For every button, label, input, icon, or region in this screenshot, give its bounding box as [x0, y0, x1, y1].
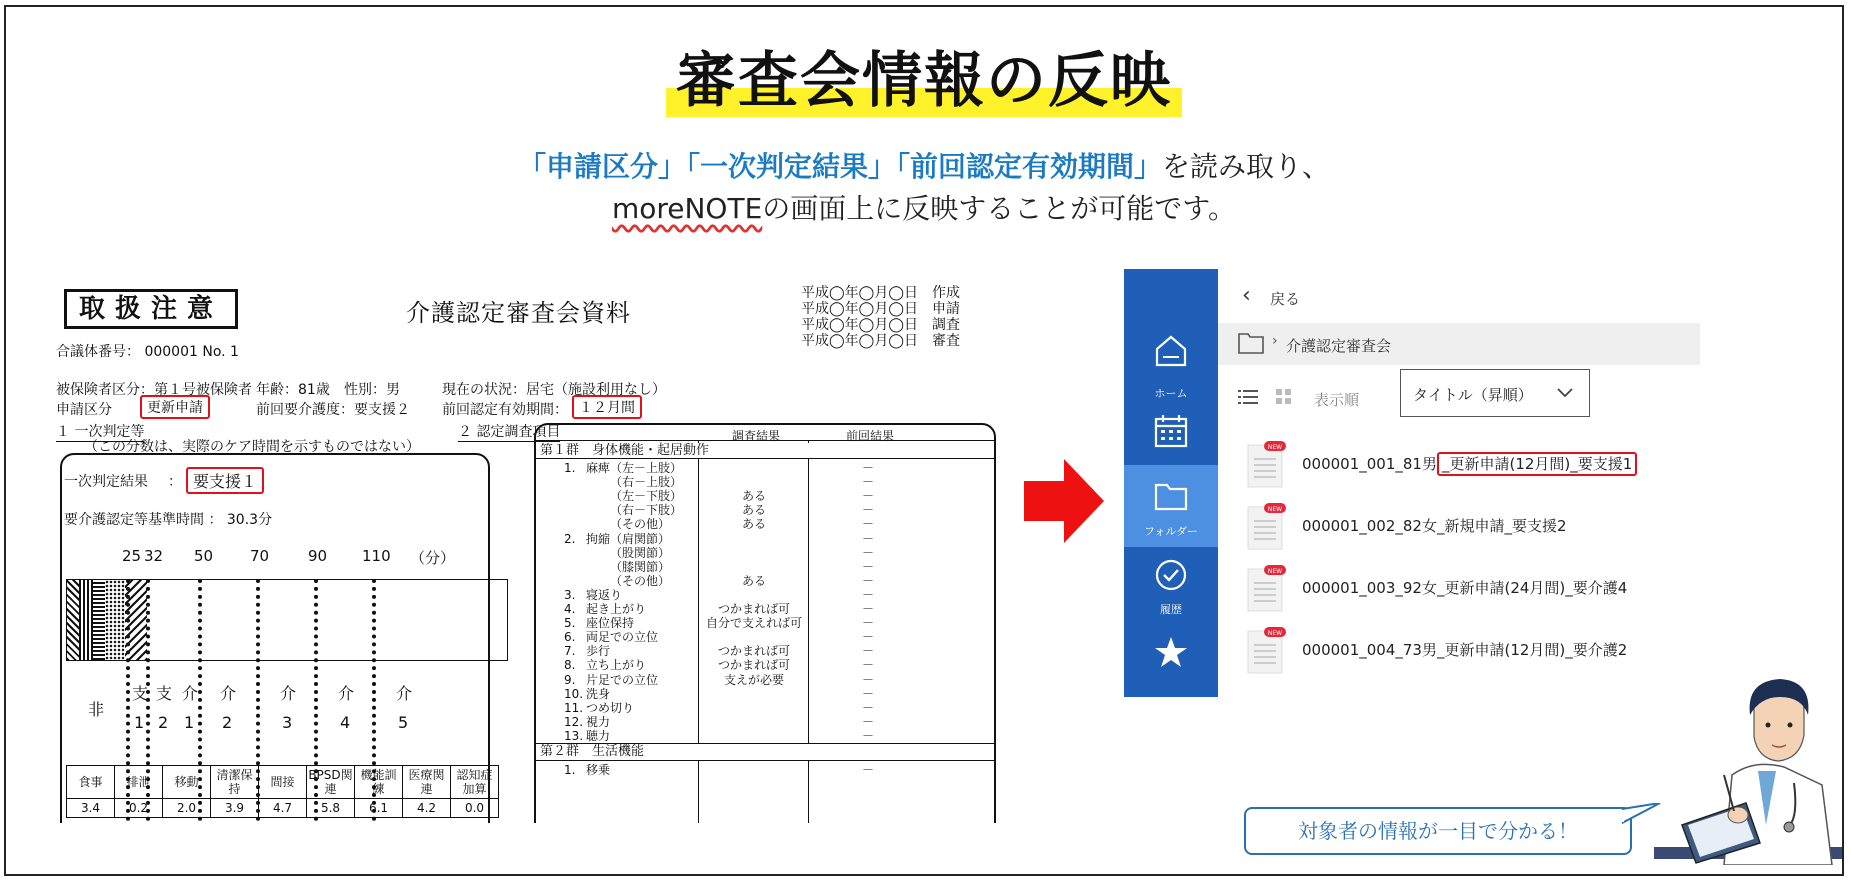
survey-row [536, 503, 994, 518]
scale-tick: 90 [308, 547, 328, 565]
new-badge: NEW [1267, 444, 1283, 451]
section-1-note: （この分数は、実際のケア時間を示すものではない） [84, 439, 420, 455]
survey-row-result: つかまれば可 [718, 658, 791, 673]
survey-row [536, 701, 994, 716]
subtitle-brand: moreNOTE [611, 192, 763, 225]
document-icon [1246, 627, 1286, 675]
scale-unit: （分） [410, 549, 456, 567]
breadcrumb-folder[interactable]: 介護認定審査会 [1286, 337, 1392, 355]
date-line: 平成◯年◯月◯日 作成 [801, 285, 961, 301]
table-header-cell: 清潔保持 [211, 766, 259, 799]
survey-row-item: （左－下肢） [610, 489, 683, 504]
survey-row-no: 12. [564, 714, 584, 729]
level-label: 非 [88, 700, 105, 719]
age: 年齢：81歳 [256, 382, 330, 398]
level-number: 5 [398, 713, 409, 732]
survey-row [536, 715, 994, 730]
survey-row-prev: － [862, 644, 875, 659]
scale-tick: 110 [362, 547, 391, 565]
survey-row-no: 1. [564, 461, 576, 475]
list-view-icon[interactable] [1238, 389, 1258, 405]
standard-time: 要介護認定等基準時間 ： 30.3分 [64, 512, 273, 528]
level-number: 2 [222, 713, 233, 732]
nav-folder[interactable] [1124, 465, 1218, 547]
survey-row-prev: － [862, 531, 875, 546]
table-header-cell: 排泄 [115, 766, 163, 799]
level-label: 介 [396, 684, 413, 703]
survey-row [536, 616, 994, 631]
home-icon [1153, 333, 1189, 369]
new-badge: NEW [1267, 568, 1283, 575]
table-cell: 3.9 [211, 799, 259, 818]
survey-col-previous: 前回結果 [846, 429, 895, 443]
bar-segment [67, 580, 79, 660]
file-name-highlight: _更新申請(12月間)_要支援1 [1437, 452, 1637, 476]
slide-title: 審査会情報の反映 [666, 45, 1182, 117]
section-2-title: ２ 認定調査項目 [458, 421, 560, 442]
survey-row-prev: － [862, 700, 875, 715]
sort-select[interactable] [1400, 369, 1590, 417]
subtitle-rest-1: を読み取り、 [1162, 150, 1331, 183]
chevron-down-icon [1557, 388, 1573, 398]
table-cell: 2.0 [163, 799, 211, 818]
app-screen [1124, 269, 1700, 697]
chevron-left-icon[interactable]: ‹ [1242, 283, 1251, 308]
survey-row [536, 658, 994, 673]
nav-history-label: 履歴 [1160, 603, 1182, 616]
table-header-row [67, 766, 499, 799]
table-header-cell: 間接 [259, 766, 307, 799]
nav-favorites[interactable] [1124, 631, 1218, 697]
survey-row [536, 532, 994, 547]
table-header-cell: 食事 [67, 766, 115, 799]
survey-row-item: つめ切り [586, 700, 635, 715]
subtitle-highlight: 「申請区分」「一次判定結果」「前回認定有効期間」 [517, 150, 1162, 183]
survey-row-no: 2. [564, 531, 576, 546]
survey-row-item: （膝関節） [610, 559, 671, 574]
sex: 性別：男 [344, 382, 400, 398]
subtitle-line-1 [6, 149, 1842, 185]
file-name: 000001_002_82女_新規申請_要支援2 [1302, 517, 1567, 535]
first-judgment-colon: ： [168, 474, 182, 490]
doctor-illustration-icon [1654, 675, 1844, 865]
sort-label: 表示順 [1314, 391, 1360, 409]
bar-segment [93, 580, 105, 660]
table-cell: 5.8 [307, 799, 355, 818]
file-name: 000001_004_73男_更新申請(12月間)_要介護2 [1302, 641, 1628, 659]
previous-period-value: １２月間 [572, 395, 642, 419]
folder-outline-icon [1238, 331, 1264, 355]
survey-row-prev: － [862, 672, 875, 687]
survey-row-result: ある [742, 573, 767, 588]
level-label: 介 [220, 684, 237, 703]
level-label: 介 [182, 684, 199, 703]
new-badge: NEW [1267, 506, 1283, 513]
sort-select-value: タイトル（昇順） [1413, 386, 1533, 404]
survey-row [536, 560, 994, 575]
level-number: 3 [282, 713, 293, 732]
survey-row-result: ある [742, 503, 767, 518]
survey-row-item: 起き上がり [586, 602, 647, 616]
table-header-cell: 移動 [163, 766, 211, 799]
survey-row-item: 立ち上がり [586, 658, 647, 673]
table-row [67, 799, 499, 818]
table-cell: 4.2 [403, 799, 451, 818]
survey-group-1: 第１群 身体機能・起居動作 [536, 443, 994, 459]
document-icon [1246, 441, 1286, 489]
survey-row-result: ある [742, 489, 767, 504]
scale-tick: 25 [122, 547, 142, 565]
survey-row-result: つかまれば可 [718, 602, 791, 616]
date-line: 平成◯年◯月◯日 調査 [801, 317, 961, 333]
table-cell: 4.7 [259, 799, 307, 818]
survey-row [536, 673, 994, 688]
survey-row-result: 自分で支えれば可 [706, 616, 803, 631]
survey-row-item: 座位保持 [586, 616, 635, 631]
folder-icon [1153, 477, 1189, 513]
subtitle-rest-2: の画面上に反映することが可能です。 [762, 192, 1237, 225]
survey-row-prev: － [862, 517, 875, 532]
review-document [56, 283, 996, 823]
survey-row-prev: － [862, 489, 875, 504]
level-label: 介 [338, 684, 355, 703]
table-header-cell: BPSD関連 [307, 766, 355, 799]
survey-row-result: つかまれば可 [718, 644, 791, 659]
grid-view-icon[interactable] [1276, 389, 1292, 405]
survey-row-result: ある [742, 517, 767, 532]
file-name-prefix: 000001_001_81男 [1302, 455, 1437, 473]
nav-home[interactable] [1124, 323, 1218, 407]
survey-row-prev: － [862, 602, 875, 616]
survey-row [536, 517, 994, 532]
survey-row-no: 11. [564, 700, 584, 715]
scale-tick: 70 [250, 547, 270, 565]
survey-row-no: 6. [564, 630, 576, 645]
survey-row-item: 拘縮（肩関節） [586, 531, 671, 546]
survey-row [536, 461, 994, 476]
previous-period-label: 前回認定有効期間： [442, 402, 568, 418]
survey-row-prev: － [862, 559, 875, 574]
table-header-cell: 機能訓練 [355, 766, 403, 799]
body-number: 合議体番号： 000001 No. 1 [56, 344, 239, 360]
level-label: 支 [132, 684, 149, 703]
history-check-icon [1153, 557, 1189, 593]
survey-row-prev: － [862, 461, 875, 475]
survey-row-item: 麻痺（左－上肢） [586, 461, 683, 475]
application-label: 申請区分 [56, 402, 112, 418]
bar-segment [79, 580, 93, 660]
calendar-icon [1153, 413, 1189, 449]
survey-row-prev: － [862, 475, 875, 490]
document-icon [1246, 503, 1286, 551]
bar-segment [105, 580, 125, 660]
speech-bubble: 対象者の情報が一目で分かる！ [1244, 807, 1632, 855]
current-status: 現在の状況：居宅（施設利用なし） [442, 382, 666, 398]
nav-folder-label: フォルダー [1143, 525, 1198, 538]
survey-row-item: 歩行 [586, 644, 611, 659]
survey-group-2: 第２群 生活機能 [536, 743, 994, 761]
survey-row [536, 546, 994, 561]
survey-row [536, 630, 994, 645]
table-cell: 6.1 [355, 799, 403, 818]
table-header-cell: 医療関連 [403, 766, 451, 799]
survey-row [536, 602, 994, 617]
survey-row-item: （右－上肢） [610, 475, 683, 490]
level-label: 介 [280, 684, 297, 703]
survey-row-prev: － [862, 763, 875, 777]
previous-level: 前回要介護度：要支援２ [256, 402, 410, 418]
back-button[interactable]: 戻る [1270, 290, 1301, 308]
survey-row-item: 移乗 [586, 763, 611, 777]
arrow-right-icon [1024, 459, 1104, 543]
survey-row-prev: － [862, 573, 875, 588]
first-judgment-label: 一次判定結果 [64, 474, 148, 490]
survey-row [536, 475, 994, 490]
title-wrap [6, 45, 1842, 117]
level-number: 1 [134, 713, 145, 732]
table-cell: 0.0 [451, 799, 499, 818]
file-item[interactable] [1218, 621, 1700, 683]
caution-stamp: 取扱注意 [64, 289, 238, 329]
survey-row-prev: － [862, 545, 875, 560]
file-item[interactable] [1218, 497, 1700, 559]
scale-tick: 32 [144, 547, 164, 565]
breadcrumb [1218, 323, 1700, 365]
table-header-cell: 認知症加算 [451, 766, 499, 799]
survey-row [536, 763, 994, 778]
survey-row-item: （股関節） [610, 545, 671, 560]
document-icon [1246, 565, 1286, 613]
scale-tick: 50 [194, 547, 214, 565]
survey-row-prev: － [862, 728, 875, 743]
file-name [1302, 453, 1637, 474]
chevron-right-icon: › [1272, 333, 1278, 349]
level-number: 1 [184, 713, 195, 732]
survey-row-prev: － [862, 587, 875, 602]
survey-row-prev: － [862, 658, 875, 673]
survey-row-prev: － [862, 503, 875, 518]
survey-row-no: 7. [564, 644, 576, 659]
back-bar [1218, 269, 1700, 323]
survey-row-item: 両足での立位 [586, 630, 659, 645]
survey-row-item: 聴力 [586, 728, 611, 743]
survey-row-no: 4. [564, 602, 576, 616]
survey-row-item: 寝返り [586, 587, 623, 602]
survey-row-no: 5. [564, 616, 576, 631]
file-item[interactable] [1218, 559, 1700, 621]
survey-row [536, 729, 994, 744]
survey-row-item: 片足での立位 [586, 672, 659, 687]
star-icon [1153, 635, 1189, 671]
care-time-table [66, 765, 499, 818]
survey-row-result: 支えが必要 [724, 672, 785, 687]
date-line: 平成◯年◯月◯日 申請 [801, 301, 961, 317]
app-sidebar [1124, 269, 1218, 697]
table-cell: 3.4 [67, 799, 115, 818]
survey-row-no: 10. [564, 686, 584, 701]
level-number: 4 [340, 713, 351, 732]
survey-row-item: （右－下肢） [610, 503, 683, 518]
first-judgment-value: 要支援１ [186, 467, 264, 494]
survey-row [536, 574, 994, 589]
survey-row-no: 9. [564, 672, 576, 687]
survey-row-prev: － [862, 686, 875, 701]
nav-history[interactable] [1124, 549, 1218, 633]
survey-row-prev: － [862, 616, 875, 631]
survey-row-no: 8. [564, 658, 576, 673]
survey-row-item: （その他） [610, 517, 671, 532]
survey-items-box [534, 423, 996, 823]
survey-row-item: 視力 [586, 714, 611, 729]
slide-frame [4, 5, 1844, 876]
survey-row-no: 1. [564, 763, 576, 777]
care-time-bar [66, 579, 508, 661]
file-item[interactable] [1218, 435, 1700, 497]
survey-row-no: 13. [564, 728, 584, 743]
application-value: 更新申請 [140, 395, 210, 419]
survey-row-prev: － [862, 630, 875, 645]
survey-col-result: 調査結果 [732, 429, 781, 443]
subtitle-line-2 [6, 191, 1842, 227]
survey-row-prev: － [862, 714, 875, 729]
nav-home-label: ホーム [1154, 387, 1188, 400]
survey-row [536, 489, 994, 504]
survey-row [536, 687, 994, 702]
file-name: 000001_003_92女_更新申請(24月間)_要介護4 [1302, 579, 1628, 597]
level-label: 支 [156, 684, 173, 703]
survey-row [536, 588, 994, 603]
insured-category: 被保険者区分：第１号被保険者 [56, 382, 252, 398]
survey-row-no: 3. [564, 587, 576, 602]
level-number: 2 [158, 713, 169, 732]
section-1-title: １ 一次判定等 [56, 421, 144, 442]
document-dates [801, 285, 960, 349]
date-line: 平成◯年◯月◯日 審査 [801, 333, 961, 349]
survey-row-item: （その他） [610, 573, 671, 588]
survey-row-item: 洗身 [586, 686, 611, 701]
new-badge: NEW [1267, 630, 1283, 637]
table-cell: 0.2 [115, 799, 163, 818]
document-title: 介護認定審査会資料 [406, 299, 631, 327]
